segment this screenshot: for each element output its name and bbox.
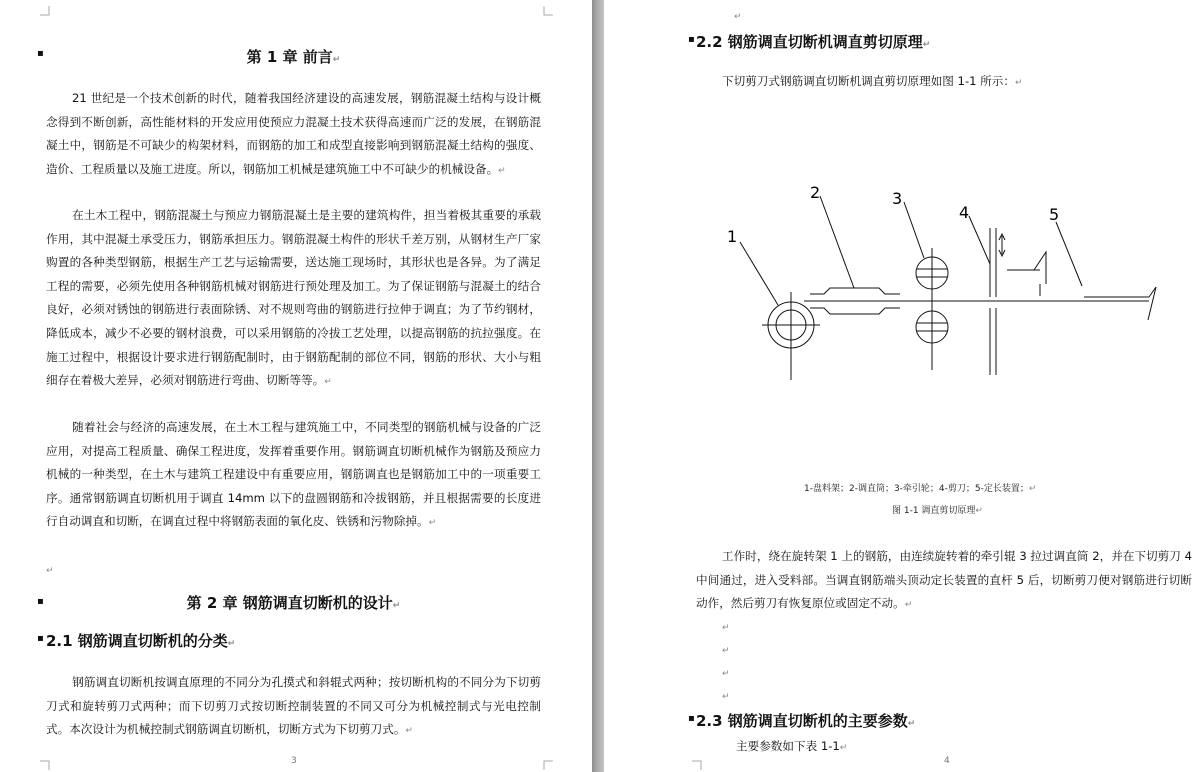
label-4: 4 [959, 203, 970, 222]
empty-paragraph-mark: ↵ [722, 692, 730, 702]
figure-caption[interactable]: 图 1-1 调直剪切原理↵ [892, 506, 983, 516]
heading-bullet: ▪ [688, 34, 695, 45]
corner-mark [543, 6, 553, 16]
corner-mark [692, 760, 702, 770]
label-1-leader [740, 242, 778, 305]
empty-paragraph-mark: ↵ [722, 669, 730, 679]
page-number: 3 [291, 756, 297, 766]
fixed-length-device [1007, 252, 1046, 296]
left-page [0, 0, 592, 772]
empty-paragraph-mark: ↵ [722, 623, 730, 633]
section-2-1-title[interactable]: 2.1 钢筋调直切断机的分类↵ [46, 632, 236, 650]
empty-paragraph-mark: ↵ [734, 12, 742, 22]
bar-end [1148, 287, 1156, 320]
chapter1-paragraph-1[interactable]: 21 世纪是一个技术创新的时代，随着我国经济建设的高速发展，钢筋混凝土结构与设计概念得到不断创新，高性能材料的开发应用使预应力混凝土技术获得高速而广泛的发展，在钢筋混凝土中，钢筋是不可缺少的构架材料，而钢筋的加工和成型直接影响到钢筋混凝土结构的强度、造价、工程质量以及施工进度。所以，钢筋加工机械是建筑施工中不可缺少的机械设备。↵ [46, 91, 541, 176]
figure-legend[interactable]: 1-盘料架；2-调直筒；3-牵引轮；4-剪刀；5-定长装置；↵ [804, 484, 1037, 494]
working-principle-paragraph[interactable]: 工作时，绕在旋转架 1 上的钢筋，由连续旋转着的牵引辊 3 拉过调直筒 2，并在下切剪刀 4 中间通过，进入受料部。当调直钢筋端头顶动定长装置的直杆 5 后，切断剪刀便对钢筋进行切断动作，然后剪刀有恢复原位或固定不动。↵ [696, 549, 1192, 611]
section-2-3-title[interactable]: 2.3 钢筋调直切断机的主要参数↵ [696, 712, 916, 730]
right-page [604, 0, 1202, 772]
empty-paragraph-mark: ↵ [46, 566, 54, 576]
traction-rollers [916, 248, 948, 370]
label-2: 2 [810, 183, 821, 202]
parameters-line[interactable]: 主要参数如下表 1-1↵ [736, 739, 848, 753]
empty-paragraph-mark: ↵ [722, 646, 730, 656]
straightening-cutting-diagram [704, 170, 1174, 410]
section-2-1-paragraph[interactable]: 钢筋调直切断机按调直原理的不同分为孔摸式和斜辊式两种；按切断机构的不同分为下切剪刀式和旋转剪刀式两种；而下切剪刀式按切断控制装置的不同又可分为机械控制式与光电控制式。本次设计为机械控制式钢筋调直切断机，切断方式为下切剪刀式。↵ [46, 675, 541, 737]
chapter1-title[interactable]: 第 1 章 前言↵ [246, 48, 341, 66]
section-2-2-title[interactable]: 2.2 钢筋调直切断机调直剪切原理↵ [696, 33, 931, 51]
corner-mark [543, 760, 553, 770]
chapter2-title[interactable]: 第 2 章 钢筋调直切断机的设计↵ [186, 594, 401, 612]
heading-bullet: ▪ [37, 48, 44, 59]
heading-bullet: ▪ [37, 633, 44, 644]
page-gutter [592, 0, 604, 772]
heading-bullet: ▪ [37, 596, 44, 607]
reel-frame [762, 292, 820, 380]
chapter1-paragraph-3[interactable]: 随着社会与经济的高速发展，在土木工程与建筑施工中，不同类型的钢筋机械与设备的广泛应用，对提高工程质量、确保工程进度，发挥着重要作用。钢筋调直切断机械作为钢筋及预应力机械的一种类型，在土木与建筑工程建设中有重要应用，钢筋调直也是钢筋加工中的一项重要工序。通常钢筋调直切断机用于调直 14mm 以下的盘圆钢筋和冷拔钢筋，并且根据需要的长度进行自动调直和切断，在调直过程中将钢筋表面的氧化皮、铁锈和污物除掉。↵ [46, 420, 541, 529]
label-1: 1 [727, 227, 738, 246]
label-3: 3 [892, 189, 903, 208]
chapter1-paragraph-2[interactable]: 在土木工程中，钢筋混凝土与预应力钢筋混凝土是主要的建筑构件，担当着极其重要的承载作用，其中混凝土承受压力，钢筋承担压力。钢筋混凝土构件的形状千差万别，从钢材生产厂家购置的各种类型钢筋，根据生产工艺与运输需要，送达施工现场时，其形状也是各异。为了满足工程的需要，必须先使用各种钢筋机械对钢筋进行预处理及加工。为了保证钢筋与混凝土的结合良好，必须对锈蚀的钢筋进行表面除锈、对不规则弯曲的钢筋进行拉伸于调直；为了节约钢材，降低成本，减少不必要的钢材浪费，可以采用钢筋的冷拔工艺处理，以提高钢筋的抗拉强度。在施工过程中，根据设计要求进行钢筋配制时，由于钢筋配制的部位不同，钢筋的形状、大小与粗细存在着极大差异，必须对钢筋进行弯曲、切断等等。↵ [46, 208, 541, 388]
label-4-leader [969, 216, 990, 264]
heading-bullet: ▪ [688, 713, 695, 724]
corner-mark [40, 760, 50, 770]
page-number: 4 [944, 756, 950, 766]
label-5-leader [1056, 222, 1082, 286]
figure-intro-line[interactable]: 下切剪刀式钢筋调直切断机调直剪切原理如图 1-1 所示：↵ [722, 74, 1023, 88]
label-5: 5 [1049, 205, 1060, 224]
label-3-leader [904, 202, 924, 258]
corner-mark [40, 6, 50, 16]
label-2-leader [820, 196, 854, 288]
